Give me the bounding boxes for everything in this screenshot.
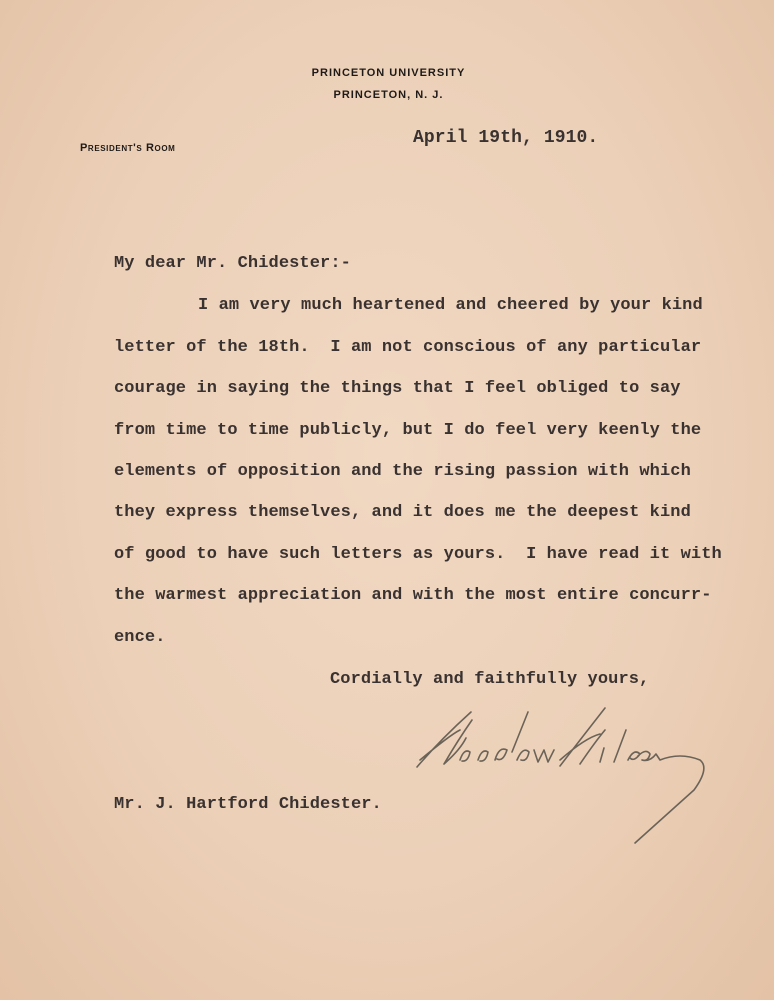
letterhead-location: PRINCETON, N. J. xyxy=(333,89,444,101)
body-line: courage in saying the things that I feel obliged to say xyxy=(114,379,681,398)
body-line: letter of the 18th. I am not conscious of any particular xyxy=(114,338,702,357)
letter-date: April 19th, 1910. xyxy=(413,128,599,148)
body-line: from time to time publicly, but I do feel very keenly the xyxy=(114,421,702,440)
salutation: My dear Mr. Chidester:- xyxy=(114,254,351,273)
recipient: Mr. J. Hartford Chidester. xyxy=(114,795,382,814)
signature xyxy=(400,690,720,860)
body-line: I am very much heartened and cheered by your kind xyxy=(198,296,703,315)
body-line: the warmest appreciation and with the most entire concurr- xyxy=(114,586,712,605)
body-line: elements of opposition and the rising passion with which xyxy=(114,462,691,481)
body-line: they express themselves, and it does me the deepest kind xyxy=(114,503,691,522)
letterhead-office: President's Room xyxy=(80,142,176,154)
closing: Cordially and faithfully yours, xyxy=(330,670,650,689)
body-line: of good to have such letters as yours. I have read it with xyxy=(114,545,722,564)
body-line: ence. xyxy=(114,628,166,647)
letterhead-institution: PRINCETON UNIVERSITY xyxy=(311,67,466,79)
